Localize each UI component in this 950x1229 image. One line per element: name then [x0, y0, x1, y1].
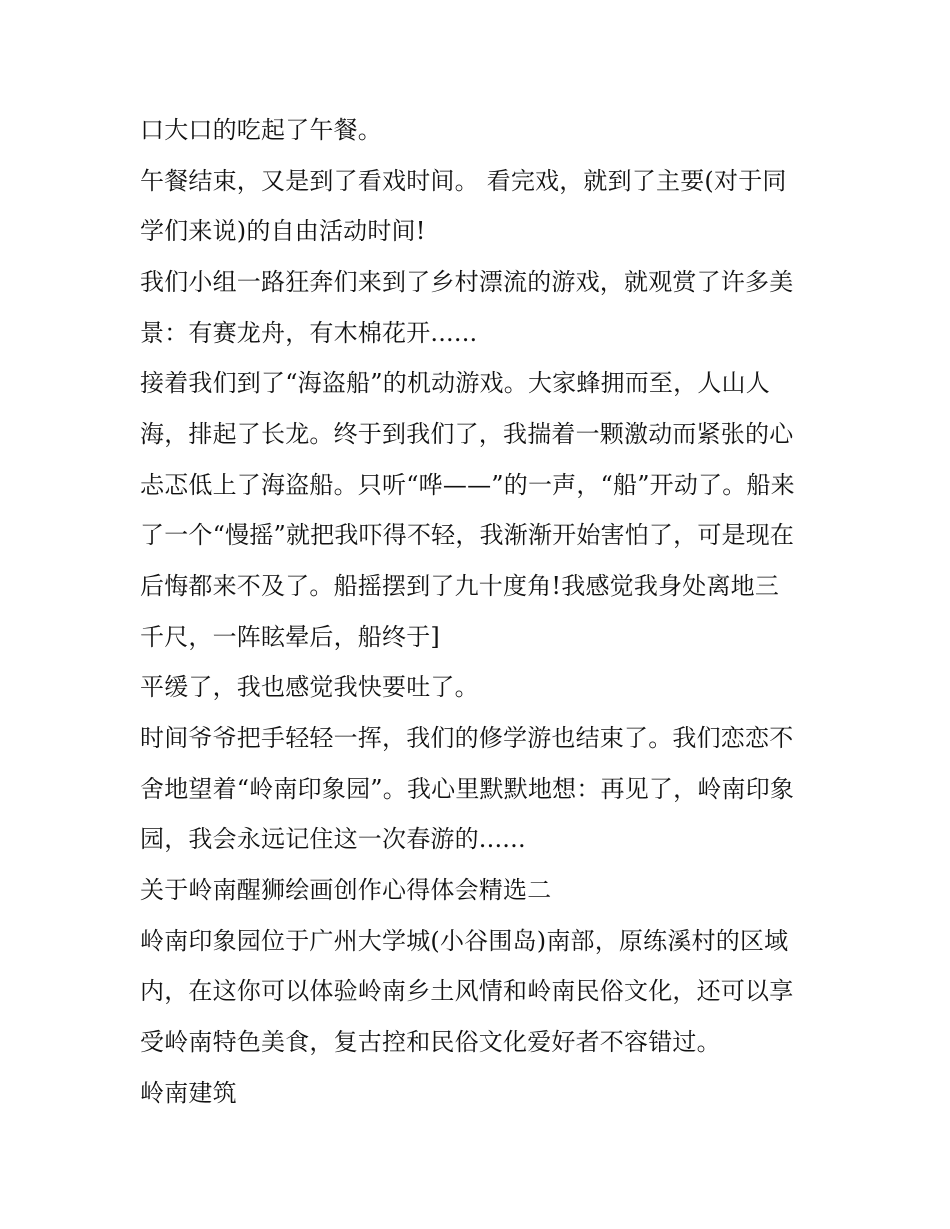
- text-line: 岭南印象园位于广州大学城(小谷围岛)南部，原练溪村的区域: [140, 927, 789, 955]
- text-line: 了一个“慢摇”就把我吓得不轻，我渐渐开始害怕了，可是现在: [140, 521, 795, 549]
- text-line: 舍地望着“岭南印象园”。我心里默默地想：再见了，岭南印象: [140, 775, 795, 803]
- text-line: 忐忑低上了海盗船。只听“哗——”的一声，“船”开动了。船来: [140, 471, 795, 499]
- text-line: 时间爷爷把手轻轻一挥，我们的修学游也结束了。我们恋恋不: [140, 724, 794, 752]
- text-line: 口大口的吃起了午餐。: [140, 116, 382, 144]
- text-line: 后悔都来不及了。船摇摆到了九十度角!我感觉我身处离地三: [140, 572, 780, 600]
- subheading: 岭南建筑: [140, 1079, 237, 1107]
- text-line: 学们来说)的自由活动时间!: [140, 217, 426, 245]
- section-heading: 关于岭南醒狮绘画创作心得体会精选二: [140, 876, 552, 904]
- text-line: 内，在这你可以体验岭南乡土风情和岭南民俗文化，还可以享: [140, 977, 794, 1005]
- text-line: 千尺，一阵眩晕后，船终于]: [140, 623, 440, 651]
- text-line: 景：有赛龙舟，有木棉花开......: [140, 319, 478, 347]
- text-line: 接着我们到了“海盗船”的机动游戏。大家蜂拥而至，人山人: [140, 369, 770, 397]
- text-line: 午餐结束，又是到了看戏时间。 看完戏，就到了主要(对于同: [140, 167, 787, 195]
- text-line: 海，排起了长龙。终于到我们了，我揣着一颗激动而紧张的心: [140, 420, 794, 448]
- text-line: 园，我会永远记住这一次春游的......: [140, 825, 526, 853]
- text-line: 受岭南特色美食，复古控和民俗文化爱好者不容错过。: [140, 1028, 721, 1056]
- text-line: 平缓了，我也感觉我快要吐了。: [140, 673, 479, 701]
- text-line: 我们小组一路狂奔们来到了乡村漂流的游戏，就观赏了许多美: [140, 268, 794, 296]
